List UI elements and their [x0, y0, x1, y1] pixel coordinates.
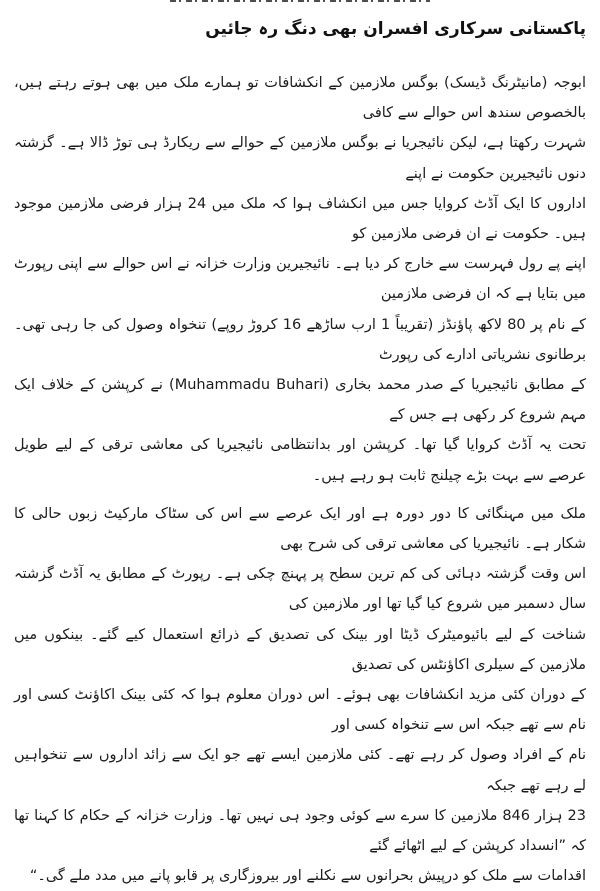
text-line: شناخت کے لیے بائیومیٹرک ڈیٹا اور بینک کی تصدیق کے ذرائع استعمال کیے گئے۔ بینکوں میں ملازمین کے سیلری اکاؤنٹس کی تصدیق [14, 626, 586, 673]
text-line: ابوجہ (مانیٹرنگ ڈیسک) بوگس ملازمین کے انکشافات تو ہمارے ملک میں بھی ہوتے رہتے ہیں، بالخصوص سندھ اس حوالے سے کافی [14, 75, 586, 122]
text-line: ملک میں مہنگائی کا دور دورہ ہے اور ایک عرصے سے اس کی سٹاک مارکیٹ زبوں حالی کا شکار ہے۔ نائیجیریا کی معاشی ترقی کی شرح بھی [14, 505, 586, 553]
article [14, 16, 587, 885]
paragraph-2 [14, 499, 586, 891]
text-line: اپنے پے رول فہرست سے خارج کر دیا ہے۔ نائیجیرین وزارت خزانہ نے اس حوالے سے اپنی رپورٹ میں بتایا ہے کہ ان فرضی ملازمین [14, 256, 586, 303]
clipped-previous-line [170, 0, 430, 4]
text-line: اداروں کا ایک آڈٹ کروایا جس میں انکشاف ہوا کہ ملک میں 24 ہزار فرضی ملازمین موجود ہیں۔ حکومت نے ان فرضی ملازمین کو [14, 195, 586, 243]
text-line: کے دوران کئی مزید انکشافات بھی ہوئے۔ اس دوران معلوم ہوا کہ کئی بینک اکاؤنٹ کسی اور نام سے تھے جبکہ اس سے تنخواہ کسی اور [14, 687, 586, 734]
paragraph-1 [14, 68, 586, 491]
text-line: تحت یہ آڈٹ کروایا گیا تھا۔ کرپشن اور بدانتظامی نائیجیریا کی معاشی ترقی کے لیے طویل عرصے سے بہت بڑے چیلنج ثابت ہو رہے ہیں۔ [14, 437, 586, 484]
text-line: 23 ہزار 846 ملازمین کا سرے سے کوئی وجود ہی نہیں تھا۔ وزارت خزانہ کے حکام کا کہنا تھا کہ ”انسداد کرپشن کے لیے اٹھائے گئے [14, 807, 586, 855]
text-line: نام کے افراد وصول کر رہے تھے۔ کئی ملازمین ایسے تھے جو ایک سے زائد اداروں سے تنخواہیں لے رہے تھے جبکہ [14, 747, 586, 794]
article-headline: پاکستانی سرکاری افسران بھی دنگ رہ جائیں [205, 19, 586, 39]
text-line: اقدامات سے ملک کو درپیش بحرانوں سے نکلنے اور بیروزگاری پر قابو پانے میں مدد ملے گی۔“ [29, 868, 586, 885]
text-line: کے مطابق نائیجیریا کے صدر محمد بخاری (Muhammadu Buhari) نے کرپشن کے خلاف ایک مہم شروع کر رکھی ہے جس کے [14, 377, 587, 424]
text-line: شہرت رکھتا ہے، لیکن نائیجریا نے بوگس ملازمین کے حوالے سے ریکارڈ ہی توڑ ڈالا ہے۔ گزشتہ دنوں نائیجیرین حکومت نے اپنے [14, 135, 586, 182]
text-line: کے نام پر 80 لاکھ پاؤنڈز (تقریباً 1 ارب ساڑھے 16 کروڑ روپے) تنخواہ وصول کی جا رہی تھی۔ برطانوی نشریاتی ادارے کی رپورٹ [14, 316, 586, 363]
text-line: اس وقت گزشتہ دہائی کی کم ترین سطح پر پہنچ چکی ہے۔ رپورٹ کے مطابق یہ آڈٹ گزشتہ سال دسمبر میں شروع کیا گیا تھا اور ملازمین کی [14, 566, 586, 613]
